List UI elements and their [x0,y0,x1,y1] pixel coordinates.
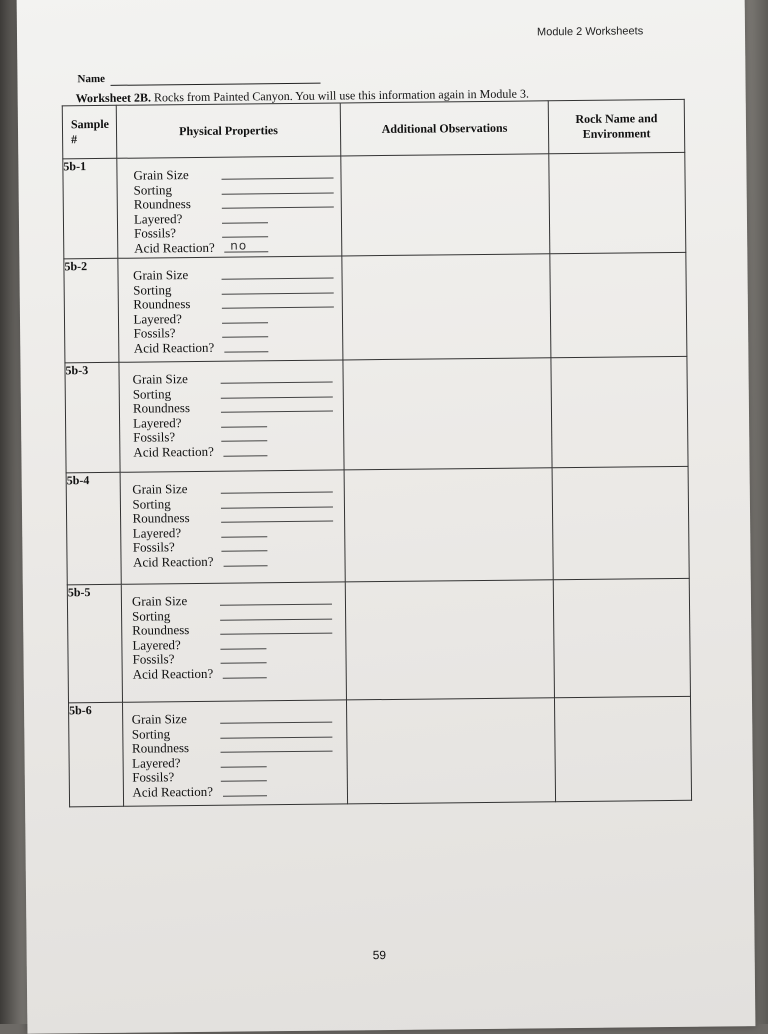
answer-blank[interactable] [220,618,332,620]
sample-id: 5b-5 [67,584,122,703]
property-label: Sorting [132,607,171,624]
property-label: Acid Reaction? [134,239,215,256]
answer-blank[interactable] [220,492,332,494]
answer-blank[interactable] [221,382,333,384]
header-rock: Rock Name and Environment [548,99,685,153]
property-label: Layered? [132,414,182,431]
answer-blank[interactable] [220,736,332,738]
property-label: Grain Size [132,371,188,387]
sample-id: 5b-1 [63,158,118,259]
answer-blank[interactable] [221,521,333,523]
property-label: Layered? [132,754,181,771]
answer-blank[interactable] [221,426,267,427]
module-header: Module 2 Worksheets [536,25,644,39]
property-item [134,239,341,256]
property-label: Fossils? [132,539,175,555]
answer-blank[interactable] [220,766,266,767]
observations-cell[interactable] [341,154,550,256]
table-row [64,252,687,363]
observations-cell[interactable] [344,468,553,582]
answer-blank[interactable] [220,506,332,508]
property-label: Fossils? [133,429,176,445]
answer-blank[interactable] [222,336,268,337]
property-item [133,553,345,570]
answer-blank[interactable] [222,178,334,180]
property-label: Layered? [133,210,183,227]
rock-table [62,99,692,807]
answer-blank[interactable] [222,322,268,323]
property-label: Roundness [133,296,191,312]
header-sample: Sample # [62,105,117,159]
sample-id: 5b-3 [65,362,120,473]
property-label: Grain Size [131,593,188,609]
table-row [66,466,689,585]
answer-blank[interactable] [221,278,333,280]
answer-blank[interactable] [221,307,333,309]
name-field[interactable] [111,83,321,86]
header-physical: Physical Properties [116,103,341,158]
table-row [69,696,692,807]
property-label: Sorting [133,181,173,198]
property-label: Grain Size [131,711,187,727]
answer-blank[interactable] [221,536,267,537]
answer-blank[interactable] [221,440,267,441]
property-label: Sorting [133,281,172,298]
name-label: Name [77,72,106,86]
property-label: Fossils? [133,325,176,341]
table-row [63,152,686,259]
property-label: Fossils? [132,651,175,667]
answer-blank[interactable] [222,795,266,796]
answer-blank[interactable] [220,722,332,724]
rock-name-cell[interactable] [552,466,689,579]
sample-id: 5b-2 [64,258,119,363]
answer-blank[interactable] [220,604,332,606]
physical-properties-cell [122,700,347,806]
property-label: Sorting [132,385,172,402]
answer-blank[interactable] [223,677,267,678]
observations-cell[interactable] [342,254,551,360]
property-label: Fossils? [134,225,177,241]
property-label: Acid Reaction? [132,665,214,682]
answer-blank[interactable] [221,292,333,294]
answer-blank[interactable] [221,662,267,663]
property-label: Grain Size [133,167,189,183]
property-label: Layered? [133,310,182,327]
table-row [65,356,688,473]
rock-name-cell[interactable] [553,578,690,697]
worksheet-id: Worksheet 2B. [75,90,152,106]
property-label: Roundness [131,740,190,756]
rock-name-cell[interactable] [549,152,686,253]
header-additional: Additional Observations [340,101,549,156]
answer-blank[interactable] [221,550,267,551]
property-label: Roundness [132,400,191,416]
sample-id: 5b-6 [69,702,124,807]
physical-properties-cell [117,156,342,258]
answer-blank[interactable] [220,633,332,635]
answer-blank[interactable] [222,192,334,194]
physical-properties-cell [120,470,345,584]
property-label: Roundness [133,196,191,212]
property-label: Layered? [132,524,182,541]
worksheet-page [17,0,756,1034]
answer-blank[interactable] [220,780,266,781]
answer-blank[interactable] [223,565,267,566]
sample-id: 5b-4 [66,472,121,585]
answer-blank[interactable] [222,222,268,223]
property-item [133,443,343,460]
observations-cell[interactable] [346,698,555,804]
property-item [133,665,346,682]
property-label: Grain Size [132,481,188,497]
property-label: Sorting [132,495,171,512]
property-label: Fossils? [132,769,175,785]
property-label: Roundness [132,622,190,638]
property-label: Layered? [132,636,181,653]
table-header-row [62,99,685,159]
property-item [132,783,347,800]
answer-blank[interactable] [223,455,267,456]
observations-cell[interactable] [343,358,552,470]
rock-name-cell[interactable] [554,696,691,801]
table-row [67,578,690,703]
answer-blank[interactable] [220,648,266,649]
page-number: 59 [372,948,387,963]
answer-blank[interactable] [224,351,268,352]
property-label: Acid Reaction? [133,339,215,356]
physical-properties-cell [121,582,346,702]
physical-properties-cell [118,256,343,362]
rock-name-cell[interactable] [550,252,687,357]
property-label: Acid Reaction? [132,783,214,800]
physical-properties-cell [119,360,344,472]
property-label: Sorting [131,725,171,742]
answer-blank[interactable] [220,751,332,753]
rock-name-cell[interactable] [551,356,688,467]
property-label: Grain Size [132,267,189,283]
worksheet-description: Rocks from Painted Canyon. You will use this information again in Module 3. [153,86,530,105]
property-label: Acid Reaction? [133,443,214,460]
answer-blank[interactable] [221,396,333,398]
property-label: Acid Reaction? [132,553,214,570]
property-item [134,339,343,356]
answer-blank[interactable] [221,411,333,413]
answer-blank[interactable] [222,207,334,209]
handwritten-answer: no [230,237,248,253]
observations-cell[interactable] [345,580,554,700]
property-label: Roundness [132,510,190,526]
